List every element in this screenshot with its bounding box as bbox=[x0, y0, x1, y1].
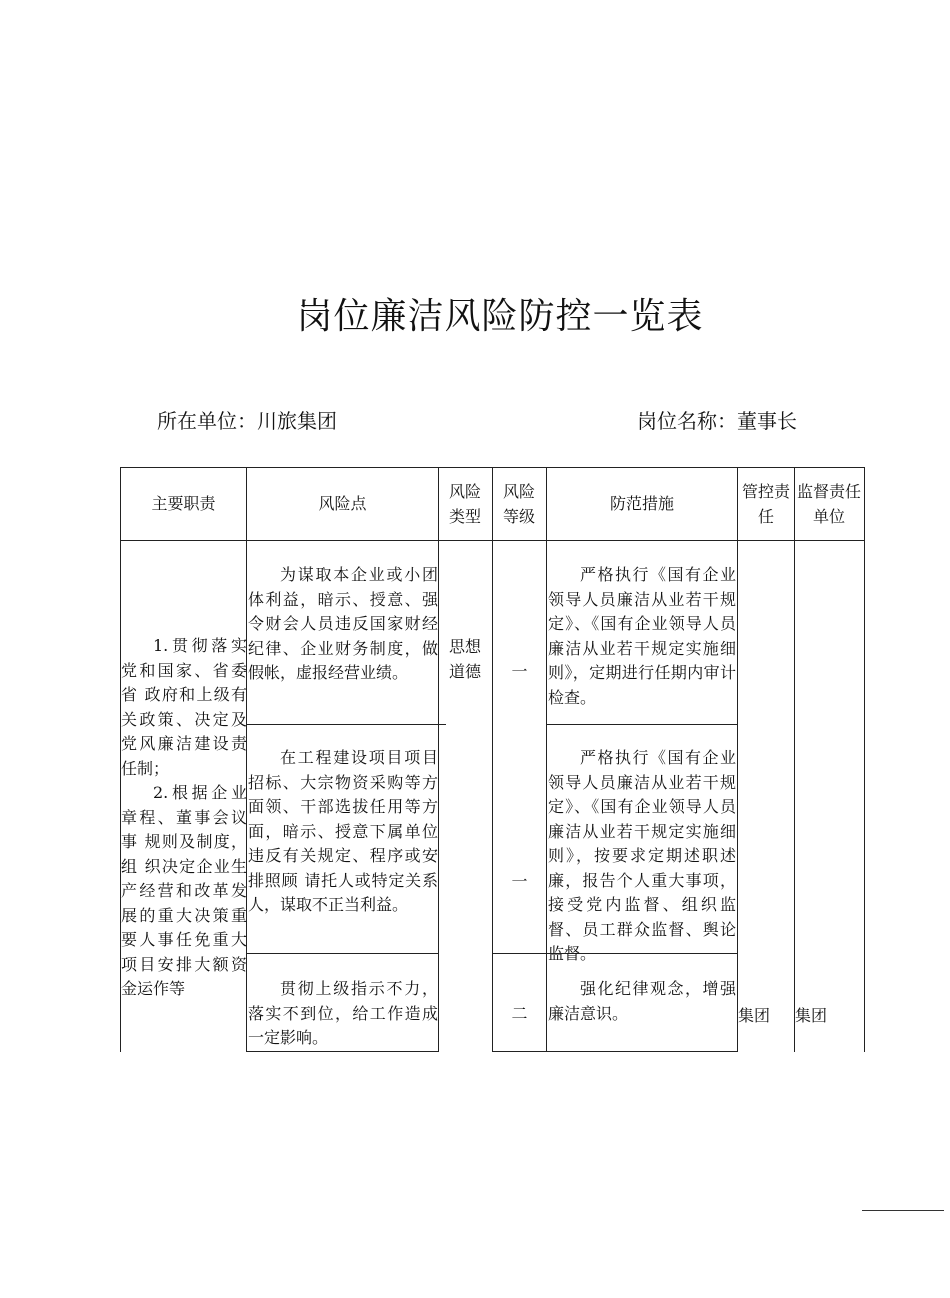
header-duty: 主要职责 bbox=[151, 493, 216, 513]
header-risk-type: 风险类型 bbox=[448, 482, 481, 526]
measures-2: 严格执行《国有企业领导人员廉洁从业若干规 定》、《国有企业领导人员廉洁从业若干规定实施细 则》，按要求定期述职述廉，报告个人重大事项，接受党内监督、组织监督、员工群众监督、舆论监督。 bbox=[548, 748, 736, 963]
row2-divider bbox=[246, 953, 439, 954]
header-measures: 防范措施 bbox=[609, 493, 674, 513]
col-divider-3 bbox=[492, 467, 493, 1052]
table-border-right bbox=[864, 467, 865, 1052]
duty-paragraph-1: 1.贯彻落实党和国家、省委省 政府和上级有关政策、决定及党风廉洁建设责任制； bbox=[121, 636, 247, 778]
supervise-unit: 集团 bbox=[795, 1006, 828, 1025]
duty-paragraph-2: 2.根据企业 章程、董事会议事 规则及制度，组 织决定企业生产经营和改革发展的重大决策重要人事任免重大项目安排大额资金运作等 bbox=[121, 783, 247, 998]
row3-bottom bbox=[246, 1051, 439, 1052]
page-title: 岗位廉洁风险防控一览表 bbox=[296, 296, 704, 337]
col-divider-4 bbox=[546, 467, 547, 1052]
risk-point-3: 贯彻上级指示不力，落实不到位，给工作造成一定影响。 bbox=[248, 979, 438, 1047]
risk-point-2: 在工程建设项目项目招标、大宗物资采购等方面领、干部选拔任用等方面，暗示、授意下属单位违反有关规定、程序或安排照顾 请托人或特定关系人，谋取不正当利益。 bbox=[248, 748, 438, 914]
risk-type-1: 思想道德 bbox=[448, 637, 481, 681]
measures-3: 强化纪律观念，增强廉洁意识。 bbox=[548, 979, 736, 1023]
col-divider-5 bbox=[737, 467, 738, 1052]
risk-point-1: 为谋取本企业或小团体利益，暗示、授意、强令财会人员违反国家财经纪律、企业财务制度，做假帐，虚报经营业绩。 bbox=[248, 565, 438, 682]
row1-divider bbox=[246, 724, 446, 725]
measures-1: 严格执行《国有企业领导人员廉洁从业若干规 定》、《国有企业领导人员廉洁从业若干规定实施细 则》，定期进行任期内审计 检查。 bbox=[548, 565, 736, 707]
risk-level-3: 二 bbox=[511, 1004, 528, 1023]
col-divider-2 bbox=[438, 467, 439, 1052]
header-control: 管控责 任 bbox=[741, 482, 790, 526]
risk-level-2: 一 bbox=[511, 872, 528, 891]
duty-cell bbox=[121, 634, 247, 1002]
unit-label: 所在单位：川旅集团 bbox=[157, 409, 337, 433]
position-label: 岗位名称：董事长 bbox=[637, 409, 797, 433]
control-unit: 集团 bbox=[738, 1006, 771, 1025]
row3-bottom-right bbox=[492, 1051, 738, 1052]
header-risk-level: 风险等级 bbox=[502, 482, 535, 526]
header-supervise: 监督责任单位 bbox=[797, 482, 862, 526]
row1-divider-measures bbox=[546, 724, 738, 725]
header-risk-point: 风险点 bbox=[318, 493, 367, 513]
risk-level-1: 一 bbox=[511, 662, 528, 681]
footer-rule bbox=[862, 1210, 944, 1211]
col-divider-6 bbox=[794, 467, 795, 1052]
